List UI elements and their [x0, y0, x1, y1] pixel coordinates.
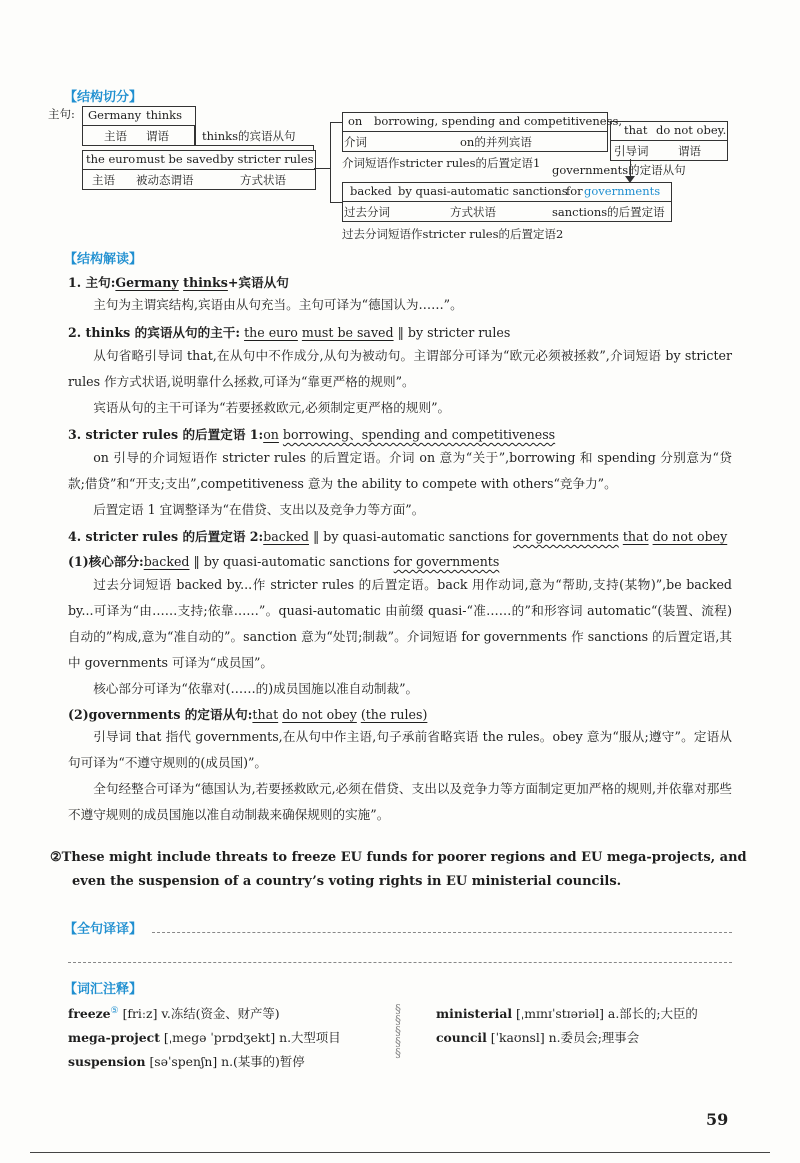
page-number: 59: [706, 1110, 729, 1129]
divider-wavy-icon: § § § § §: [395, 1002, 401, 1060]
heading-3: 3. stricter rules 的后置定语 1:on borrowing、spending and competitiveness: [68, 427, 556, 442]
diagram-must-be-saved: must be saved: [136, 152, 220, 166]
section-structure-split: 【结构切分】: [64, 90, 143, 105]
paragraph-6: 过去分词短语 backed by...作 stricter rules 的后置定语。back 用作动词,意为“帮助,支持(某物)”,be backed by...可译为“由……支持;依靠……”。quasi-automatic 由前缀 quasi-“准……的”和形容词 automatic“(装置、流程)自动的”构成,意为“准自动的”。sanction 意为“处罚;制裁”。介词短语 for governments 作 sanctions 的后置定语,其中 governments 可译为“成员国”。: [68, 577, 732, 670]
paragraph-4: on 引导的介词短语作 stricter rules 的后置定语。介词 on 意为“关于”,borrowing 和 spending 分别意为“贷款;借贷”和“开支;支出”,competitiveness 意为 the ability to compete with others“竞争力”。: [68, 450, 732, 491]
vocab-suspension: suspension [səˈspenʃn] n.(某事的)暂停: [68, 1054, 305, 1069]
diagram-gov-clause-label: governments的定语从句: [552, 163, 686, 177]
vocab-mega-project: mega-project [ˌmegə ˈprɒdʒekt] n.大型项目: [68, 1030, 341, 1045]
heading-4-2: (2)governments 的定语从句:that do not obey (the rules): [68, 707, 428, 722]
sentence-2-line-1: ②These might include threats to freeze EU funds for poorer regions and EU mega-projects, and: [50, 850, 747, 865]
paragraph-1: 主句为主谓宾结构,宾语由从句充当。主句可译为“德国认为……”。: [93, 297, 463, 312]
diagram-manner2: 方式状语: [450, 205, 496, 219]
main-clause-label: 主句:: [48, 107, 75, 121]
paragraph-8: 引导词 that 指代 governments,在从句中作主语,句子承前省略宾语 the rules。obey 意为“服从;遵守”。定语从句可译为“不遵守规则的(成员国)”。: [68, 729, 732, 770]
section-structure-explain: 【结构解读】: [64, 252, 143, 267]
diagram-past-part-label: 过去分词短语作stricter rules的后置定语2: [342, 227, 564, 241]
diagram-subj2: 主语: [92, 173, 115, 187]
diagram-prep-phrase-label: 介词短语作stricter rules的后置定语1: [342, 156, 541, 170]
diagram-germany: Germany: [88, 108, 142, 122]
paragraph-9: 全句经整合可译为“德国认为,若要拯救欧元,必须在借贷、支出以及竞争力等方面制定更加严格的规则,并依靠对那些不遵守规则的成员国施以准自动制裁来确保规则的实施”。: [68, 781, 732, 822]
diagram-sanctions-attr: sanctions的后置定语: [552, 205, 665, 219]
diagram-by-stricter: by stricter rules: [220, 152, 314, 166]
section-full-translation: 【全句译译】: [64, 922, 143, 937]
sentence-2-line-2: even the suspension of a country’s voting rights in EU ministerial councils.: [72, 874, 622, 889]
heading-2: 2. thinks 的宾语从句的主干: the euro must be saved ‖ by stricter rules: [68, 325, 511, 340]
paragraph-7: 核心部分可译为“依靠对(……的)成员国施以准自动制裁”。: [93, 681, 419, 696]
answer-line-1[interactable]: [152, 932, 732, 933]
heading-4-1: (1)核心部分:backed ‖ by quasi-automatic sanctions for governments: [68, 554, 500, 569]
vocab-freeze: freeze⑤ [friːz] v.冻结(资金、财产等): [68, 1005, 280, 1021]
diagram-do-not-obey: do not obey.: [656, 123, 727, 137]
diagram-pred: 谓语: [146, 129, 169, 143]
paragraph-5: 后置定语 1 宜调整译为“在借贷、支出以及竞争力等方面”。: [93, 502, 425, 517]
diagram-pred2: 谓语: [678, 144, 701, 158]
answer-line-2[interactable]: [68, 962, 732, 963]
diagram-passive-pred: 被动态谓语: [136, 173, 194, 187]
diagram-on-parallel: on的并列宾语: [460, 135, 532, 149]
diagram-subj: 主语: [104, 129, 127, 143]
diagram-for: for: [566, 184, 583, 198]
diagram-on: on: [348, 114, 363, 128]
vocab-ministerial: ministerial [ˌmɪnɪˈstɪəriəl] a.部长的;大臣的: [436, 1006, 698, 1021]
diagram-obj-clause-label: thinks的宾语从句: [202, 129, 296, 143]
diagram-thinks: thinks: [146, 108, 182, 122]
vocab-council: council [ˈkaʊnsl] n.委员会;理事会: [436, 1030, 640, 1045]
paragraph-3: 宾语从句的主干可译为“若要拯救欧元,必须制定更严格的规则”。: [93, 400, 451, 415]
diagram-past-part: 过去分词: [344, 205, 390, 219]
diagram-rel-word: 引导词: [614, 144, 649, 158]
diagram-on-objs: borrowing, spending and competitiveness,: [374, 114, 623, 128]
heading-1: 1. 主句:Germany thinks+宾语从句: [68, 275, 289, 290]
diagram-backed: backed: [350, 184, 392, 198]
footer-rule: [30, 1152, 770, 1153]
diagram-governments: governments: [584, 184, 661, 198]
diagram-that: that: [624, 123, 648, 137]
diagram-prep: 介词: [344, 135, 367, 149]
heading-4: 4. stricter rules 的后置定语 2:backed ‖ by quasi-automatic sanctions for governments that do not obey: [68, 529, 728, 544]
diagram-euro: the euro: [86, 152, 136, 166]
section-vocab: 【词汇注释】: [64, 982, 143, 997]
diagram-by-quasi: by quasi-automatic sanctions: [398, 184, 568, 198]
paragraph-2: 从句省略引导词 that,在从句中不作成分,从句为被动句。主谓部分可译为“欧元必须被拯救”,介词短语 by stricter rules 作方式状语,说明靠什么拯救,可译为“靠更严格的规则”。: [68, 348, 732, 389]
diagram-manner-adv: 方式状语: [240, 173, 286, 187]
